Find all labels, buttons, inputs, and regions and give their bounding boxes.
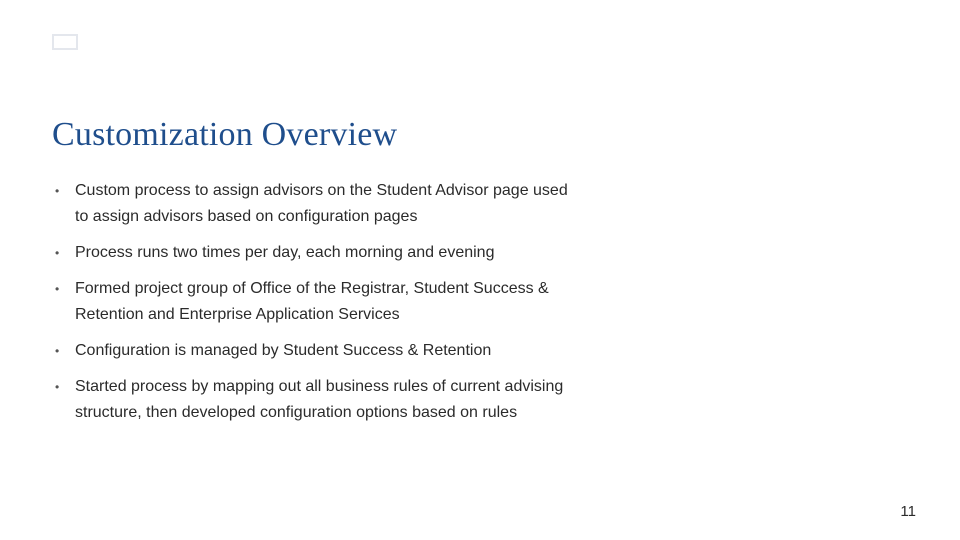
bullet-icon: •: [55, 282, 60, 296]
bullet-text: Started process by mapping out all business rules of current advising structure, then developed configuration options based on rules: [75, 378, 564, 421]
bullet-icon: •: [55, 344, 60, 358]
bullet-text: Process runs two times per day, each morning and evening: [75, 244, 495, 261]
bullet-text: Formed project group of Office of the Registrar, Student Success & Retention and Enterprise Application Services: [75, 280, 549, 323]
bullet-list: [52, 178, 572, 436]
slide-title: Customization Overview: [52, 116, 398, 153]
bullet-text: Custom process to assign advisors on the Student Advisor page used to assign advisors based on configuration pages: [75, 182, 568, 225]
list-item: [52, 178, 572, 230]
list-item: [52, 240, 572, 266]
bullet-icon: •: [55, 246, 60, 260]
logo-mark-icon: [52, 34, 78, 50]
faded-logo: [52, 34, 78, 50]
bullet-icon: •: [55, 184, 60, 198]
list-item: [52, 276, 572, 328]
bullet-icon: •: [55, 380, 60, 394]
list-item: [52, 374, 572, 426]
list-item: [52, 338, 572, 364]
bullet-text: Configuration is managed by Student Success & Retention: [75, 342, 492, 359]
page-number: 11: [900, 503, 916, 520]
